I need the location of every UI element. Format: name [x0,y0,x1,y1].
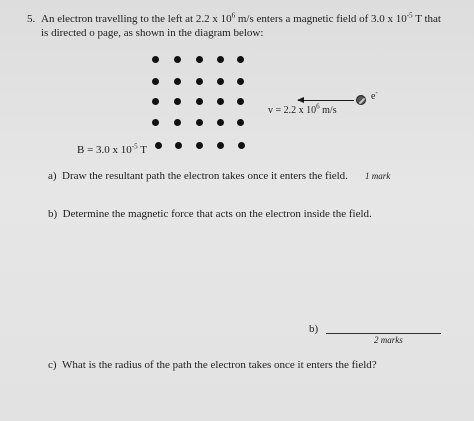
velocity-label [268,102,337,116]
electron-charge-sign: - [375,88,378,97]
question-text-line-1 [41,13,441,25]
field-dot [174,56,181,63]
part-a-label: a) [48,170,57,182]
part-b-question [48,208,372,220]
question-text-1c: T that [412,13,441,25]
field-dot [217,56,224,63]
field-dot [155,142,162,149]
field-dot [217,142,224,149]
field-label-unit: T [137,144,147,156]
field-dot [237,78,244,85]
electron-icon [356,95,366,105]
velocity-arrow-icon [298,100,354,101]
field-dot [217,98,224,105]
field-dot [174,98,181,105]
part-b-answer-line[interactable] [326,333,441,334]
field-dot [237,119,244,126]
field-dot [196,119,203,126]
field-dot [238,142,245,149]
electron-symbol: e [371,91,376,102]
field-dot [174,119,181,126]
field-dot [152,56,159,63]
field-dot [152,98,159,105]
speed-exponent: 6 [231,11,236,20]
field-dot [217,78,224,85]
field-dot [196,56,203,63]
field-dot [152,119,159,126]
velocity-label-unit: m/s [319,105,337,116]
field-exponent: -5 [406,11,413,20]
field-dot [196,78,203,85]
part-c-label: c) [48,359,57,371]
part-b-label: b) [48,208,58,220]
part-c-question [48,359,377,371]
part-a-text: Draw the resultant path the electron takes once it enters the field. [62,170,348,182]
field-dot [175,142,182,149]
field-label-text: B = 3.0 x 10 [77,144,132,156]
velocity-label-exponent: 6 [316,102,320,111]
part-b-answer-label: b) [309,323,319,335]
question-text-line-2: is directed o page, as shown in the diagram below: [41,27,264,39]
field-dot [237,56,244,63]
field-dot [217,119,224,126]
field-dot [196,142,203,149]
question-number: 5. [27,13,36,25]
field-dot [237,98,244,105]
field-dot [152,78,159,85]
field-strength-label [77,144,147,156]
field-label-exponent: -5 [131,142,138,151]
question-text-1b: m/s enters a magnetic field of 3.0 x 10 [235,13,407,25]
part-b-marks: 2 marks [374,335,403,345]
field-dot [196,98,203,105]
velocity-label-text: v = 2.2 x 10 [268,105,317,116]
part-c-text: What is the radius of the path the electron takes once it enters the field? [62,359,377,371]
electron-label [371,88,378,102]
part-a-question [48,170,348,182]
question-text-1a: An electron travelling to the left at 2.2 x 10 [41,13,232,25]
field-dot [174,78,181,85]
part-a-marks: 1 mark [365,171,391,181]
part-b-text: Determine the magnetic force that acts on the electron inside the field. [62,208,372,220]
